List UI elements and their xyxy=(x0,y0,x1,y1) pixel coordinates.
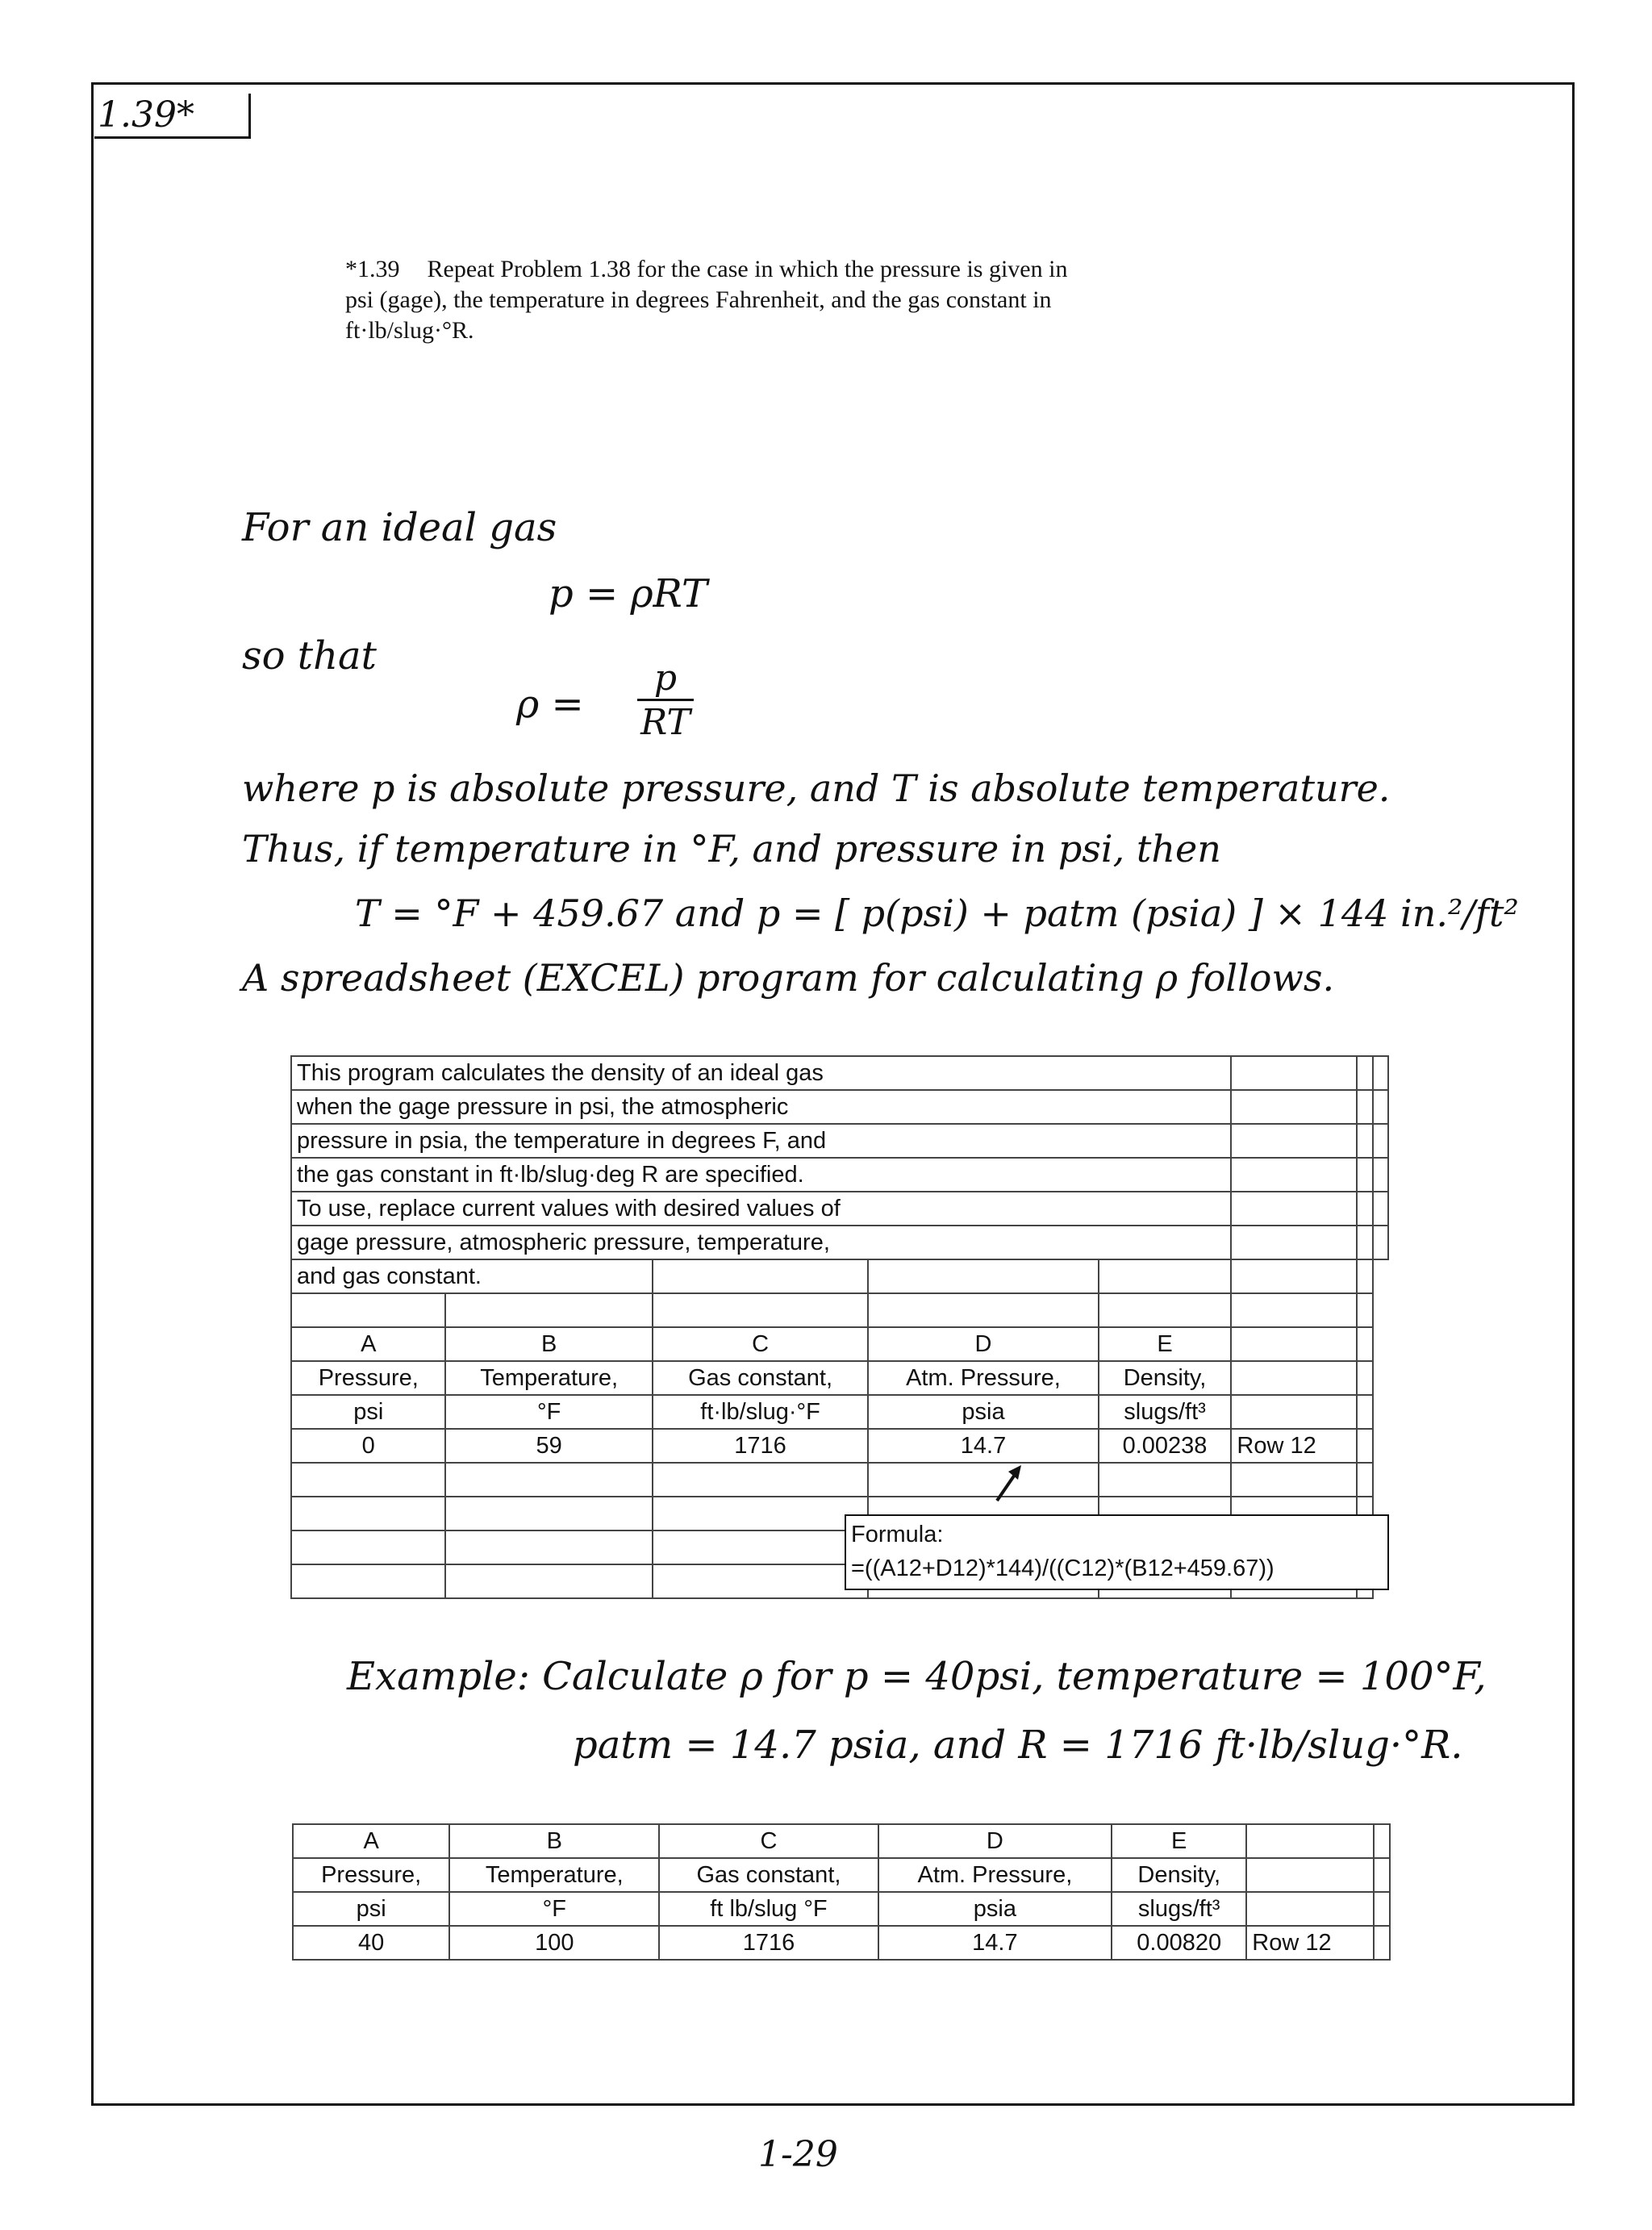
header-cell: Gas constant, xyxy=(653,1361,869,1395)
header-cell: Gas constant, xyxy=(659,1858,878,1892)
col-header: E xyxy=(1112,1824,1246,1858)
formula-label: Formula: xyxy=(851,1522,944,1547)
desc-line: when the gage pressure in psi, the atmospheric xyxy=(291,1090,1231,1124)
hw-thus-line: Thus, if temperature in °F, and pressure in psi, then xyxy=(242,827,1221,871)
desc-line: gage pressure, atmospheric pressure, temperature, xyxy=(291,1226,1231,1259)
value-atm-pressure: 14.7 xyxy=(878,1926,1112,1960)
header-cell: Density, xyxy=(1099,1361,1232,1395)
hw-example-line1: Example: Calculate ρ for p = 40psi, temperature = 100°F, xyxy=(347,1654,1487,1699)
statement-text: Repeat Problem 1.38 for the case in which the pressure is given in psi (gage), the temperature in degrees Fahrenheit, and the gas constant in ft·lb/slug·°R. xyxy=(345,256,1068,344)
hw-example-line2: patm = 14.7 psia, and R = 1716 ft·lb/slug·°R. xyxy=(573,1723,1463,1768)
unit-cell: ft lb/slug °F xyxy=(659,1892,878,1926)
unit-cell: °F xyxy=(445,1395,652,1429)
value-density: 0.00238 xyxy=(1099,1429,1232,1463)
header-cell: Pressure, xyxy=(291,1361,445,1395)
header-cell: Atm. Pressure, xyxy=(868,1361,1098,1395)
unit-cell: slugs/ft³ xyxy=(1099,1395,1232,1429)
col-header: E xyxy=(1099,1327,1232,1361)
value-pressure: 0 xyxy=(291,1429,445,1463)
statement-number: *1.39 xyxy=(345,256,400,282)
desc-line: the gas constant in ft·lb/slug·deg R are specified. xyxy=(291,1158,1231,1192)
page-footer: 1-29 xyxy=(758,2134,838,2175)
formula-box xyxy=(845,1514,1389,1590)
value-temperature: 100 xyxy=(449,1926,659,1960)
spreadsheet-example xyxy=(292,1823,1391,1961)
col-header: B xyxy=(445,1327,652,1361)
col-header: C xyxy=(659,1824,878,1858)
unit-cell: °F xyxy=(449,1892,659,1926)
unit-cell: psia xyxy=(878,1892,1112,1926)
hw-eq-density-lhs: ρ = xyxy=(516,682,584,727)
value-pressure: 40 xyxy=(293,1926,449,1960)
desc-line: This program calculates the density of an ideal gas xyxy=(291,1056,1231,1090)
unit-cell: slugs/ft³ xyxy=(1112,1892,1246,1926)
formula-text: =((A12+D12)*144)/((C12)*(B12+459.67)) xyxy=(851,1556,1274,1581)
value-gas-constant: 1716 xyxy=(659,1926,878,1960)
header-cell: Temperature, xyxy=(449,1858,659,1892)
col-header: A xyxy=(293,1824,449,1858)
hw-absolute-line: where p is absolute pressure, and T is absolute temperature. xyxy=(242,766,1391,810)
unit-cell: psi xyxy=(291,1395,445,1429)
value-temperature: 59 xyxy=(445,1429,652,1463)
unit-cell: ft·lb/slug·°F xyxy=(653,1395,869,1429)
unit-cell: psia xyxy=(868,1395,1098,1429)
header-cell: Temperature, xyxy=(445,1361,652,1395)
hw-eq-density-den: RT xyxy=(640,702,690,743)
desc-line: pressure in psia, the temperature in degrees F, and xyxy=(291,1124,1231,1158)
arrow-icon xyxy=(994,1464,1023,1504)
hw-eq-density-num: p xyxy=(637,658,694,701)
hw-so-that: so that xyxy=(242,633,377,679)
col-header: A xyxy=(291,1327,445,1361)
col-header: C xyxy=(653,1327,869,1361)
hw-ideal-gas: For an ideal gas xyxy=(242,505,557,550)
problem-statement xyxy=(345,254,1071,346)
problem-number: 1.39* xyxy=(94,94,251,139)
header-cell: Pressure, xyxy=(293,1858,449,1892)
col-header: D xyxy=(878,1824,1112,1858)
value-gas-constant: 1716 xyxy=(653,1429,869,1463)
value-density: 0.00820 xyxy=(1112,1926,1246,1960)
desc-line: and gas constant. xyxy=(291,1259,653,1293)
header-cell: Density, xyxy=(1112,1858,1246,1892)
unit-cell: psi xyxy=(293,1892,449,1926)
header-cell: Atm. Pressure, xyxy=(878,1858,1112,1892)
hw-eq-ideal-gas: p = ρRT xyxy=(549,571,707,616)
row-label: Row 12 xyxy=(1231,1429,1357,1463)
hw-conversion-line: T = °F + 459.67 and p = [ p(psi) + patm (psia) ] × 144 in.²/ft² xyxy=(355,892,1519,935)
row-label: Row 12 xyxy=(1246,1926,1374,1960)
desc-line: To use, replace current values with desired values of xyxy=(291,1192,1231,1226)
hw-spreadsheet-line: A spreadsheet (EXCEL) program for calculating ρ follows. xyxy=(242,956,1335,1000)
col-header: B xyxy=(449,1824,659,1858)
value-atm-pressure: 14.7 xyxy=(868,1429,1098,1463)
col-header: D xyxy=(868,1327,1098,1361)
